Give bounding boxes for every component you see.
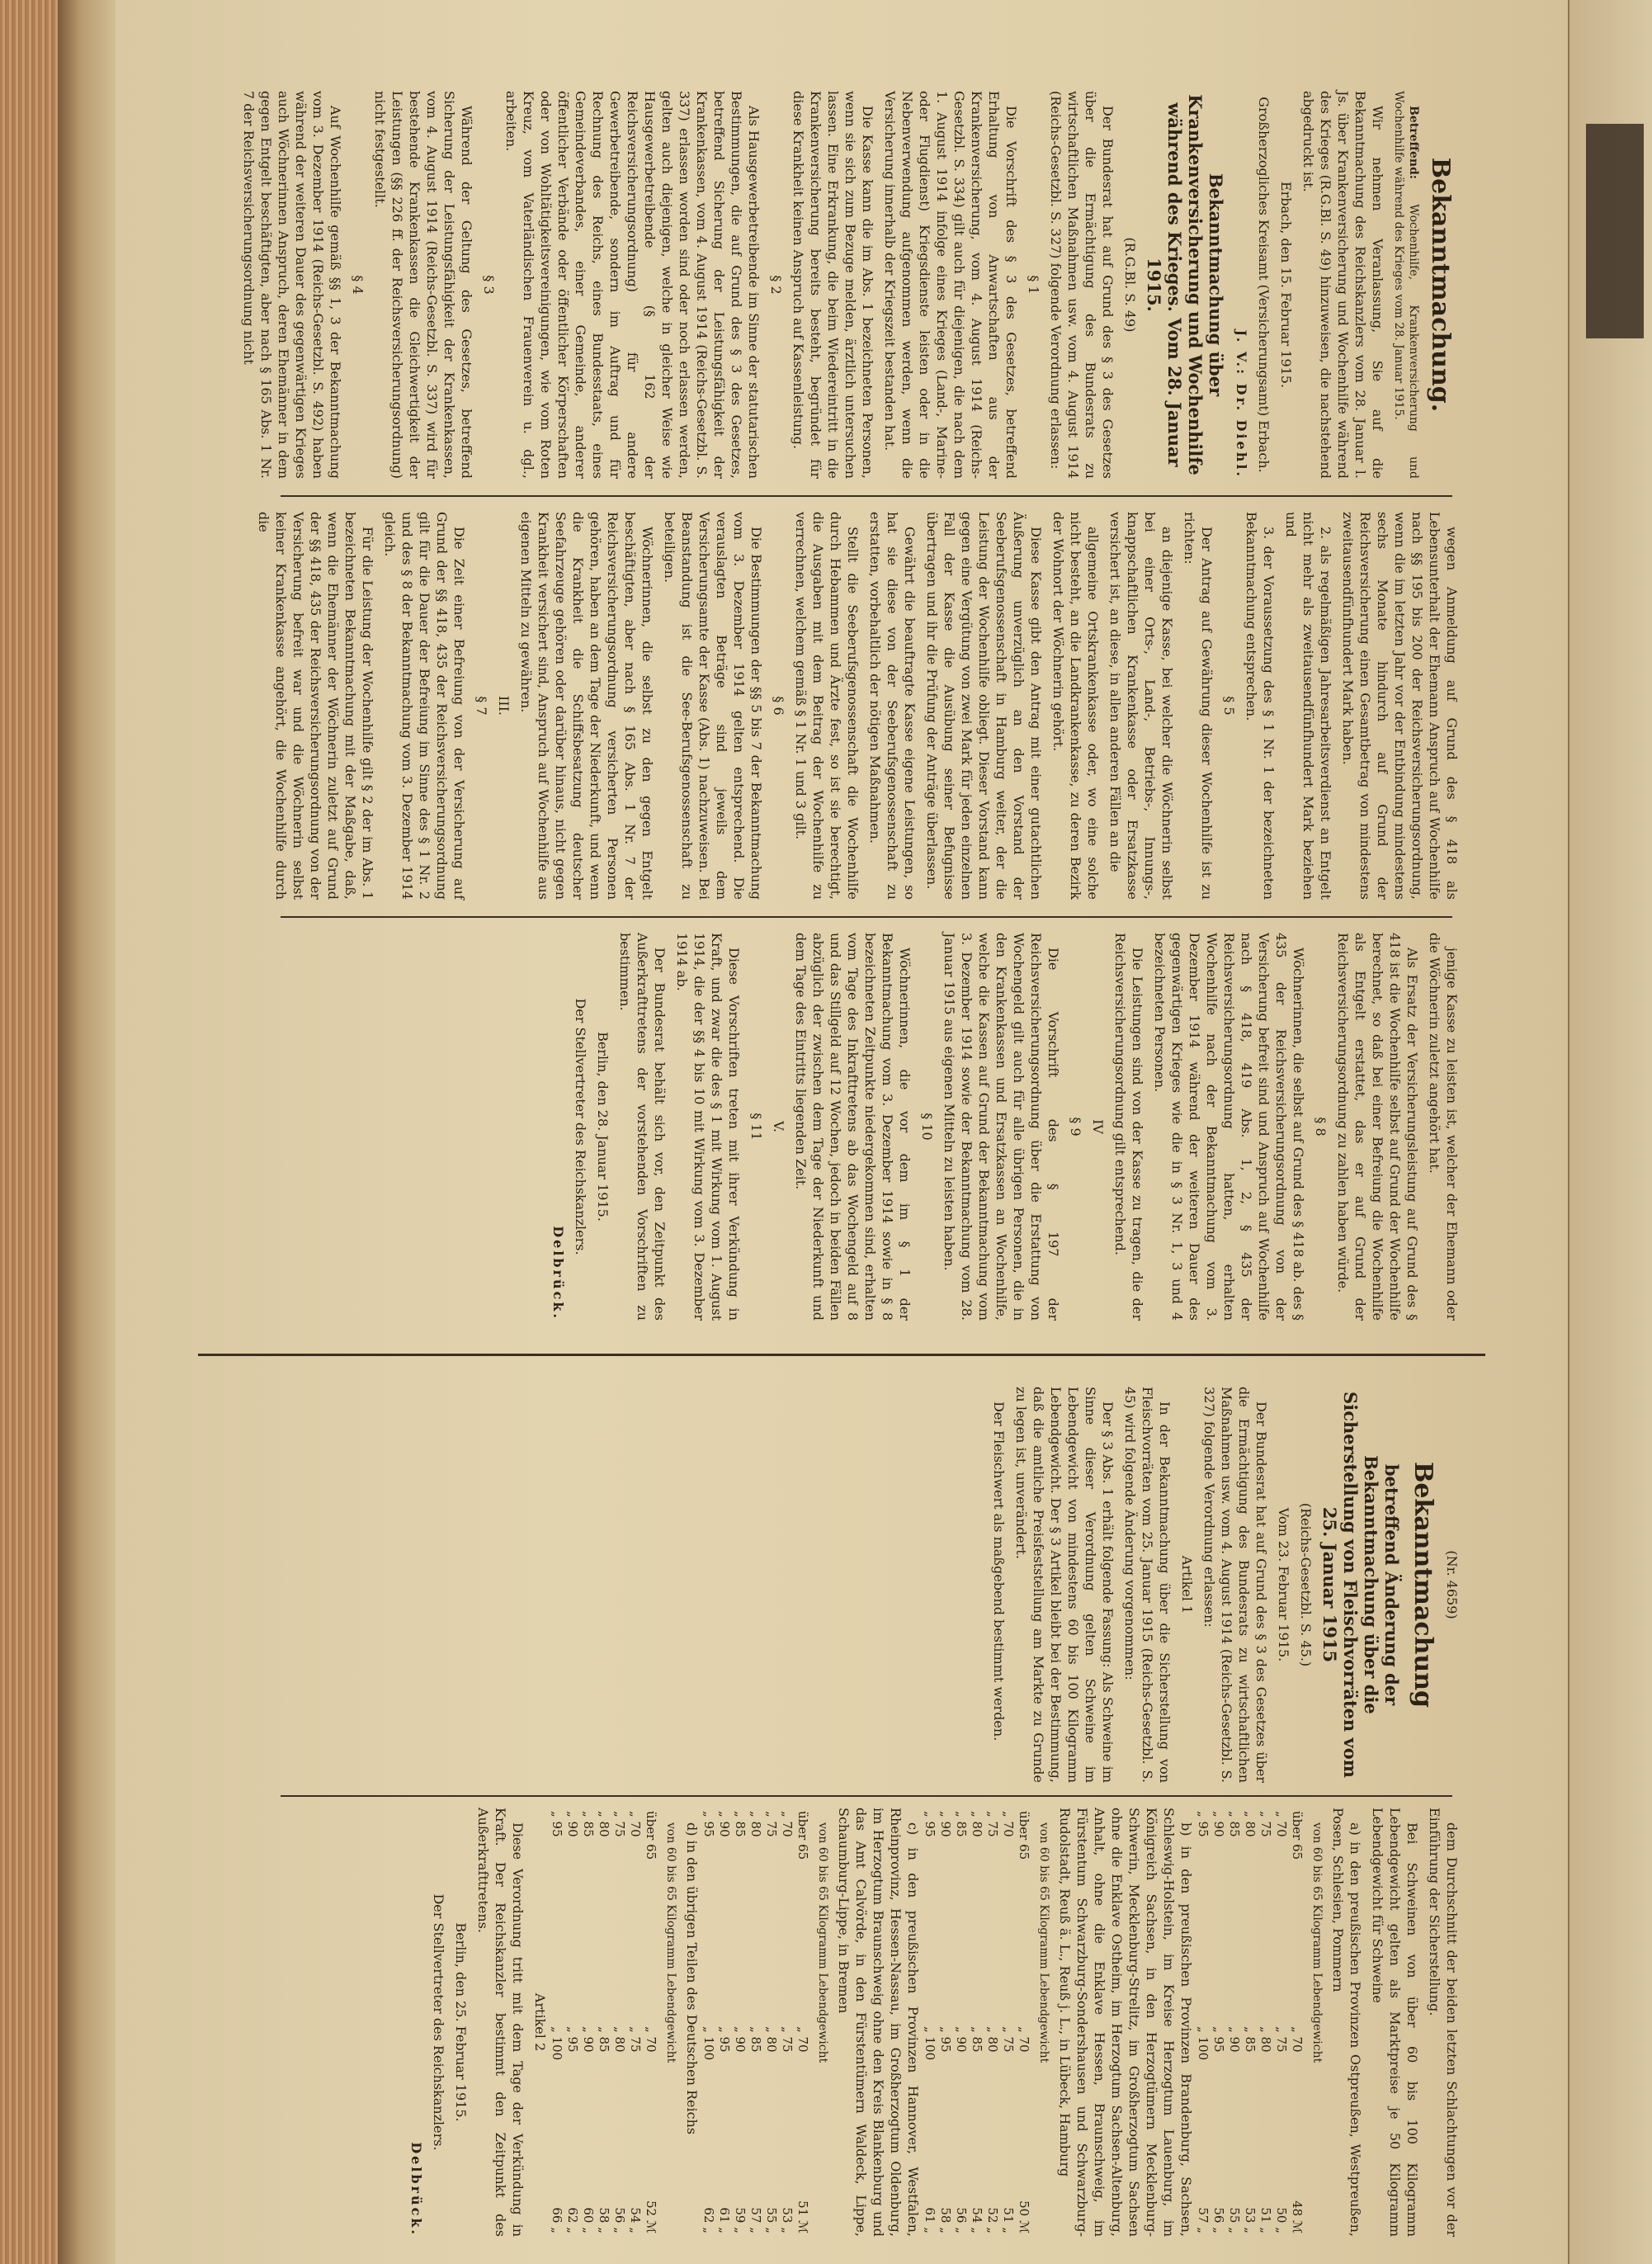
weight-cell: „ 75 <box>1274 2025 1289 2053</box>
weight-cell: „ 85 <box>581 1811 596 1837</box>
weight-cell: „ 75 <box>612 1811 627 1837</box>
paragraph: Die Kasse kann die im Abs. 1 bezeichneten Personen, wenn sie sich zum Bezuge melden, ärztlich untersuchen lassen. Eine Erkrankung, die beim Wiedereintritt in die Krankenversicherung bereits besteht, begründet für diese Krankheit keinen Anspruch auf Kassenleistung. <box>791 91 876 479</box>
paragraph: Der Bundesrat behält sich vor, den Zeitpunkt des Außerkrafttretens der vorstehenden Vorschriften zu bestimmen. <box>617 933 668 1321</box>
table-heading: von 60 bis 65 Kilogramm Lebendgewicht <box>664 1822 677 2063</box>
paragraph: Als Hausgewerbetreibende im Sinne der statutarischen Bestimmungen, die auf Grund des § 3 des Gesetzes, betreffend Sicherung der Leistungsfähigkeit der Krankenkassen, vom 4. August 1914 (Reichs-Gesetzbl. S. 337) erlassen worden sind oder noch erlassen werden, gelten auch diejenigen, welche in gleicher Weise wie Hausgewerbetreibende (§ 162 der Reichsversicherungsordnung) für andere Gewerbetreibende, sondern im Auftrag und für Rechnung des Reichs, eines Bundesstaats, eines Gemeindeverbandes, einer Gemeinde, anderer öffentlicher Verbände oder öffentlicher Körperschaften oder von Wohltätigkeitsvereinigungen, wie vom Roten Kreuz, vom Vaterländischen Frauenverein u. dgl., arbeiten. <box>503 91 762 479</box>
price-row <box>732 1808 748 2237</box>
price-row <box>1016 1808 1031 2237</box>
price-table-c <box>701 1808 810 2237</box>
price-cell: 52 ℳ <box>644 2200 658 2233</box>
paragraph: wegen Anmeldung auf Grund des § 418 als Lebensunterhalt der Ehemann Anspruch auf Wochenhilfe nach §§ 195 bis 200 der Reichsversicherungsordnung, wenn die im letzten Jahr vor der Entbindung mindestens sechs Monate hindurch auf Grund der Reichsversicherung einen Gesamtbetrag von mindestens zweitausendfünfhundert Mark haben. <box>1340 512 1460 900</box>
paragraph: Diese Verordnung tritt mit dem Tage der Verkündung in Kraft. Der Reichskanzler bestimmt den Zeitpunkt des Außerkrafttretens. <box>475 1808 526 2237</box>
section-roman: IV <box>1090 1119 1106 1134</box>
price-cell: 66 „ <box>550 2207 564 2233</box>
weight-cell: „ 80 <box>985 2025 1000 2053</box>
paragraph: jenige Kasse zu leisten ist, welcher der Ehemann oder die Wöchnerin zuletzt angehört hat. <box>1427 933 1460 1321</box>
weight-cell: „ 95 <box>565 2025 580 2053</box>
price-cell: 53 „ <box>1243 2207 1258 2233</box>
weight-cell: „ 80 <box>597 1811 611 1837</box>
paragraph: Stellt die Seeberufsgenossenschaft die Wochenhilfe durch Hebammen und Ärzte fest, so ist sie berechtigt, die Ausgaben mit dem Beitrag der Wochenhilfe zu verrechnen, welchem gemäß § 1 Nr. 1 und 3 gilt. <box>793 512 861 900</box>
section-marker: § 8 <box>1313 1117 1329 1137</box>
paragraph: Während der Geltung des Gesetzes, betreffend Sicherung der Leistungsfähigkeit der Krankenkassen, vom 4. August 1914 (Reichs-Gesetzbl. S. 337) wird für bestehende Krankenkassen die Gleichwertigkeit der Leistungen (§§ 226 ff. der Reichsversicherungsordnung) nicht festgestellt. <box>372 91 474 479</box>
price-row <box>1000 1808 1016 2237</box>
paragraph: Die Bestimmungen der §§ 5 bis 7 der Bekanntmachung vom 3. Dezember 1914 gelten entsprechend. Die verauslagten Beträge sind jeweils dem Versicherungsamte der Kasse (Abs. 1) nachzuweisen. Bei Beanstandung ist die See-Berufsgenossenschaft zu beteiligen. <box>662 512 764 900</box>
notice-heading: Bekanntmachung <box>1409 1461 1437 1708</box>
paragraph: Diese Vorschriften treten mit ihrer Verkündung in Kraft, und zwar die des § 1 mit Wirkung vom 1. August 1914, die der §§ 4 bis 10 mit Wirkung vom 3. Dezember 1914 ab. <box>674 933 742 1321</box>
paragraph: Der Bundesrat hat auf Grund des § 3 des Gesetzes über die Ermächtigung des Bundesrats zu wirtschaftlichen Maßnahmen usw. vom 4. August 1914 (Reichs-Gesetzbl. S. 327) folgende Verordnung erlassen: <box>1048 91 1116 479</box>
weight-cell: „ 70 <box>1290 2025 1305 2053</box>
column-2 <box>256 512 1461 900</box>
paragraph: Die Zeit einer Befreiung von der Versicherung auf Grund der §§ 418, 435 der Reichsversicherungsordnung gilt für die Dauer der Befreiung im Sinne des § 1 Nr. 2 und des § 8 der Bekanntmachung vom 3. Dezember 1914 gleich. <box>382 512 467 900</box>
weight-cell: über 65 <box>795 1811 810 1860</box>
price-row <box>611 1808 627 2237</box>
weight-cell: „ 90 <box>717 1811 732 1837</box>
weight-cell: „ 90 <box>733 2025 748 2053</box>
weight-cell: „ 95 <box>938 2025 953 2053</box>
price-cell: 56 „ <box>954 2207 969 2233</box>
weight-cell: über 65 <box>644 1811 658 1860</box>
price-row <box>1211 1808 1226 2237</box>
paragraph: Die Leistungen sind von der Kasse zu tragen, die der Reichsversicherungsordnung gilt entsprechend. <box>1112 933 1145 1321</box>
price-table-a <box>1195 1808 1305 2237</box>
price-row <box>1195 1808 1211 2237</box>
price-cell: 58 „ <box>597 2207 611 2233</box>
weight-cell: „ 75 <box>985 1811 1000 1837</box>
price-cell: 58 „ <box>938 2207 953 2233</box>
paragraph: Die Vorschrift des § 3 des Gesetzes, betreffend Erhaltung von Anwartschaften aus der Krankenversicherung, vom 4. August 1914 (Reichs-Gesetzbl. S. 334) gilt auch für diejenigen, die nach dem 1. August 1914 infolge eines Krieges (Land-, Marine- oder Flugdienst) Kriegsdienste leisten oder in die Nebenverwendung aufgenommen werden, wenn die Versicherung innerhalb der Kriegszeit bestanden hat. <box>882 91 1019 479</box>
weight-cell: „ 90 <box>565 1811 580 1837</box>
notice-number: (Nr. 4659) <box>1444 1550 1460 1619</box>
section-marker: § 11 <box>748 1113 764 1141</box>
weight-cell: „ 90 <box>1211 1811 1226 1837</box>
weight-cell: über 65 <box>1290 1811 1305 1860</box>
weight-cell: „ 100 <box>923 2025 937 2061</box>
price-row <box>1226 1808 1242 2237</box>
weight-cell: „ 80 <box>1258 2025 1273 2053</box>
price-group-d: d) in den übrigen Teilen des Deutschen Reichs <box>684 1822 700 2135</box>
price-row <box>1273 1808 1289 2237</box>
adjacent-page-headline-fragment <box>1586 124 1644 338</box>
weight-cell: „ 70 <box>795 2025 810 2053</box>
weight-cell: „ 90 <box>954 2025 969 2053</box>
weight-cell: „ 100 <box>701 2025 716 2061</box>
price-cell: 51 „ <box>1001 2207 1016 2233</box>
section-marker: § 3 <box>481 275 497 295</box>
section-marker: § 9 <box>1068 1117 1083 1137</box>
price-cell: 52 „ <box>985 2207 1000 2233</box>
weight-cell: „ 75 <box>628 2025 643 2053</box>
weight-cell: „ 70 <box>1274 1811 1289 1837</box>
price-cell: 53 „ <box>780 2207 795 2233</box>
weight-cell: „ 75 <box>1001 2025 1016 2053</box>
notice-heading: Bekanntmachung. <box>1426 157 1455 413</box>
weight-cell: „ 80 <box>764 2025 779 2053</box>
price-row <box>1258 1808 1273 2237</box>
price-row <box>937 1808 953 2237</box>
binding-gutter <box>58 0 116 2264</box>
price-cell: 55 „ <box>764 2207 779 2233</box>
price-row <box>596 1808 611 2237</box>
price-cell: 57 „ <box>1196 2207 1211 2233</box>
column-3 <box>272 933 1461 1321</box>
price-row <box>984 1808 1000 2237</box>
ordinance-date: Vom 23. Februar 1915. <box>1276 1507 1291 1662</box>
weight-cell: „ 70 <box>628 1811 643 1837</box>
section-marker: § 6 <box>771 696 786 716</box>
citation: (R.G.Bl. S. 49) <box>1122 237 1138 333</box>
weight-cell: „ 85 <box>954 1811 969 1837</box>
paragraph: allgemeine Ortskrankenkasse oder, wo eine solche nicht besteht, an die Landkrankenkasse, zu deren Bezirk der Wohnort der Wöchnerin gehört. <box>1050 512 1101 900</box>
paragraph: 3. der Voraussetzung des § 1 Nr. 1 der bezeichneten Bekanntmachung entsprechen. <box>1244 512 1277 900</box>
paragraph: Wöchnerinnen, die selbst zu den gegen Entgelt beschäftigten, aber nach § 165 Abs. 1 Nr. 7 der Reichsversicherungsordnung versicherten Personen gehören, haben an dem Tage der Niederkunft, und wenn die Krankheit die Schiffsbesatzung deutscher Seefahrzeuge gehören oder darüber hinaus, nicht gegen Krankheit versichert sind, Anspruch auf Wochenhilfe aus eigenen Mitteln zu gewähren. <box>518 512 655 900</box>
weight-cell: „ 70 <box>780 1811 795 1837</box>
section-roman: III. <box>496 695 512 716</box>
price-table-d <box>549 1808 658 2237</box>
weight-cell: „ 90 <box>938 1811 953 1837</box>
weight-cell: „ 95 <box>1211 2025 1226 2053</box>
citation: (Reichs-Gesetzbl. S. 45.) <box>1298 1502 1314 1667</box>
price-row <box>922 1808 937 2237</box>
price-row <box>969 1808 984 2237</box>
weight-cell: „ 85 <box>1243 2025 1258 2053</box>
lower-section <box>116 1370 1568 2264</box>
section-marker: § 5 <box>1221 696 1237 716</box>
price-row <box>580 1808 596 2237</box>
weight-cell: „ 95 <box>717 2025 732 2053</box>
price-row <box>1242 1808 1258 2237</box>
price-group-c: c) in den preußischen Provinzen Hannover, Westfalen, Rheinprovinz, Hessen-Nassau, im Großherzogtum Oldenburg, im Herzogtum Braunschweig ohne den Kreis Blankenburg und das Amt Calvörde, in den Fürstentümern Waldeck, Lippe, Schaumburg-Lippe, in Bremen <box>836 1808 921 2237</box>
price-cell: 59 „ <box>733 2207 748 2233</box>
section-marker: § 4 <box>350 275 366 295</box>
weight-cell: über 65 <box>1017 1811 1031 1860</box>
price-row <box>549 1808 564 2237</box>
rotated-page-content <box>116 0 1568 2264</box>
adjacent-page-edge <box>1568 0 1652 2264</box>
price-row <box>779 1808 795 2237</box>
issuing-office: Der Stellvertreter des Reichskanzlers. <box>431 1893 446 2151</box>
weight-cell: „ 70 <box>644 2025 658 2053</box>
paragraph: Wöchnerinnen, die selbst auf Grund des § 418 ab. des § 435 der Reichsversicherungsordnung von der Versicherung befreit sind und Anspruch auf Wochenhilfe nach § 418, 419 Abs. 1, 2, § 435 der Reichsversicherungsordnung hatten, erhalten Wochenhilfe nach der Bekanntmachung vom 3. Dezember 1914 während der weiteren Dauer des gegenwärtigen Krieges wie die in § 3 Nr. 1, 3 und 4 bezeichneten Personen. <box>1152 933 1306 1321</box>
section-marker: § 2 <box>768 275 784 295</box>
section-divider <box>198 1354 1485 1356</box>
price-cell: 48 ℳ <box>1290 2200 1305 2233</box>
section-marker: § 7 <box>474 696 489 716</box>
ordinance-title: betreffend Änderung der Bekanntmachung über die Sicherstellung von Fleischvorräten vom 25. Januar 1915 <box>1319 1392 1402 1778</box>
section-marker: § 1 <box>1026 275 1041 295</box>
column-rule <box>281 495 1452 497</box>
subject-label: Betreffend: <box>1407 106 1420 180</box>
price-table-b <box>922 1808 1031 2237</box>
table-heading: von 60 bis 65 Kilogramm Lebendgewicht <box>1310 1822 1324 2063</box>
signature: Delbrück. <box>408 2142 424 2237</box>
table-heading: von 60 bis 65 Kilogramm Lebendgewicht <box>1037 1822 1050 2063</box>
ordinance-title: Bekanntmachung über Krankenversicherung und Wochenhilfe während des Krieges. Vom 28. Januar 1915. <box>1144 94 1226 475</box>
weight-cell: „ 75 <box>1258 1811 1273 1837</box>
issuing-office: Der Stellvertreter des Reichskanzlers. <box>573 998 588 1255</box>
price-cell: 56 „ <box>1211 2207 1226 2233</box>
paragraph: Der Fleischwert als maßgebend bestimmt werden. <box>991 1401 1007 1742</box>
weight-cell: „ 95 <box>923 1811 937 1837</box>
price-row <box>953 1808 969 2237</box>
subject-text: Wochenhilfe, Krankenversicherung und Wochenhilfe während des Krieges vom 28. Januar 1915. <box>1392 91 1420 479</box>
price-row <box>1289 1808 1305 2237</box>
price-group-a: a) in den preußischen Provinzen Ostpreußen, Westpreußen, Posen, Schlesien, Pommern <box>1330 1808 1363 2237</box>
column-rule <box>281 916 1452 918</box>
paragraph: Der § 3 Abs. 1 erhält folgende Fassung: Als Schweine im Sinne dieser Verordnung gelten Schweine im Lebendgewicht von mindestens 60 bis 100 Kilogramm Lebendgewicht. Der § 3 Artikel bleibt bei der Bestimmung, daß die amtliche Preisfeststellung am Markte zu Grunde zu legen ist, unverändert. <box>1013 1387 1116 1783</box>
table-heading: von 60 bis 65 Kilogramm Lebendgewicht <box>816 1822 829 2063</box>
section-roman: V. <box>771 1121 786 1132</box>
price-cell: 60 „ <box>581 2207 596 2233</box>
place-date: Erbach, den 15. Februar 1915. <box>1278 181 1294 389</box>
weight-cell: „ 90 <box>1227 2025 1242 2053</box>
price-cell: 51 „ <box>1258 2207 1273 2233</box>
paragraph: Bei Schweinen von über 60 bis 100 Kilogramm Lebendgewicht gelten als Marktpreise je 50 Kilogramm Lebendgewicht für Schweine <box>1370 1808 1420 2237</box>
weight-cell: „ 70 <box>1017 2025 1031 2053</box>
price-row <box>748 1808 763 2237</box>
price-cell: 50 ℳ <box>1017 2200 1031 2233</box>
price-group-b: b) in den preußischen Provinzen Brandenburg, Sachsen, Schleswig-Holstein, im Kreise Herzogtum Lauenburg, im Königreich Sachsen, in den Herzogtümern Mecklenburg-Schwerin, Mecklenburg-Strelitz, im Großherzogtum Sachsen ohne die Enklave Ostheim, im Herzogtum Sachsen-Altenburg, Anhalt, ohne die Enklave Hessen, Braunschweig, im Fürstentum Schwarzburg-Sondershausen und Schwarzburg-Rudolstadt, Reuß ä. L., Reuß j. L., in Lübeck, Hamburg <box>1057 1808 1194 2237</box>
weight-cell: „ 80 <box>748 1811 763 1837</box>
signature: J. V.: Dr. Diehl. <box>1234 329 1249 479</box>
price-row <box>627 1808 643 2237</box>
volume-page-edges <box>0 0 58 2264</box>
column-5 <box>272 1808 1461 2237</box>
price-cell: 56 „ <box>612 2207 627 2233</box>
price-row <box>795 1808 810 2237</box>
place-date: Berlin, den 28. Januar 1915. <box>595 1032 611 1222</box>
weight-cell: „ 95 <box>1196 1811 1211 1837</box>
issuing-office: Großherzogliches Kreisamt (Versicherungsamt) Erbach. <box>1256 97 1272 473</box>
upper-section <box>116 0 1568 1477</box>
notice-subject <box>1391 91 1421 479</box>
column-1 <box>241 91 1461 479</box>
weight-cell: „ 85 <box>597 2025 611 2053</box>
weight-cell: „ 85 <box>1227 1811 1242 1837</box>
weight-cell: „ 100 <box>550 2025 564 2061</box>
weight-cell: „ 85 <box>748 2025 763 2053</box>
paragraph: an diejenige Kasse, bei welcher die Wöchnerin selbst bei einer Orts-, Land-, Betriebs-, Innungs-, knappschaftlichen Krankenkasse oder Ersatzkasse versichert ist, an diese, in allen anderen Fällen an die <box>1107 512 1175 900</box>
paragraph: In der Bekanntmachung über die Sicherstellung von Fleischvorräten vom 25. Januar 1915 (Reichs-Gesetzbl. S. 45) wird folgende Änderung vorgenommen: <box>1122 1387 1173 1783</box>
paragraph: Wir nehmen Veranlassung, Sie auf die Bekanntmachung des Reichskanzlers vom 28. Januar l. Js. über Krankenversicherung und Wochenhilfe während des Krieges (R.G.Bl. S. 49) hinzuweisen, die nachstehend abgedruckt ist. <box>1300 91 1385 479</box>
paragraph: dem Durchschnitt der beiden letzten Schlachtungen vor der Einführung der Sicherstellung. <box>1427 1808 1460 2237</box>
price-cell: 50 „ <box>1274 2207 1289 2233</box>
paragraph: Auf Wochenhilfe gemäß §§ 1, 3 der Bekanntmachung vom 3. Dezember 1914 (Reichs-Gesetzbl. S. 492) haben während der weiteren Dauer des gegenwärtigen Krieges auch Wöchnerinnen Anspruch, deren Ehemänner in dem gegen Entgelt beschäftigten, aber nach § 165 Abs. 1 Nr. 7 der Reichsversicherungsordnung nicht <box>241 91 343 479</box>
price-cell: 55 „ <box>1227 2207 1242 2233</box>
article-marker: Artikel 1 <box>1179 1555 1195 1614</box>
weight-cell: „ 90 <box>581 2025 596 2053</box>
paragraph: Der Antrag auf Gewährung dieser Wochenhilfe ist zu richten: <box>1182 512 1215 900</box>
article-marker: Artikel 2 <box>532 1992 548 2052</box>
paragraph: Für die Leistung der Wochenhilfe gilt § 2 der im Abs. 1 bezeichneten Bekanntmachung mit der Maßgabe, daß, wenn die Ehemänner der Wöchnerin zuletzt auf Grund der §§ 418, 435 der Reichsversicherungsordnung von der Versicherung befreit war und die Wöchnerin selbst keiner Krankenkasse angehört, die Wochenhilfe durch die <box>256 512 375 900</box>
price-cell: 62 „ <box>565 2207 580 2233</box>
price-row <box>763 1808 779 2237</box>
weight-cell: „ 100 <box>1196 2025 1211 2061</box>
weight-cell: „ 95 <box>550 1811 564 1837</box>
price-cell: 54 „ <box>970 2207 984 2233</box>
section-marker: § 10 <box>919 1113 935 1141</box>
price-row <box>564 1808 580 2237</box>
place-date: Berlin, den 25. Februar 1915. <box>453 1922 469 2122</box>
weight-cell: „ 85 <box>970 2025 984 2053</box>
price-cell: 54 „ <box>628 2207 643 2233</box>
paragraph: Als Ersatz der Versicherungsleistung auf Grund des § 418 ist die Wochenhilfe selbst auf Grund der Wochenhilfe berechnet, so daß bei einer Befreiung die Wochenhilfe als Entgelt erstattet, das er auf Grund der Reichsversicherungsordnung zu zahlen haben würde. <box>1335 933 1420 1321</box>
column-4 <box>272 1387 1461 1783</box>
paragraph: Wöchnerinnen, die vor dem im § 1 der Bekanntmachung vom 3. Dezember 1914 sowie in § 8 bezeichneten Zeitpunkte niedergekommen sind, erhalten vom Tage des Inkrafttretens ab das Wochengeld auf 8 und das Stillgeld auf 12 Wochen, jedoch in beiden Fällen abzüglich der zwischen dem Tage der Niederkunft und dem Tage des Eintritts liegenden Zeit. <box>793 933 913 1321</box>
weight-cell: „ 95 <box>701 1811 716 1837</box>
price-row <box>643 1808 658 2237</box>
weight-cell: „ 85 <box>733 1811 748 1837</box>
price-cell: 51 ℳ <box>795 2200 810 2233</box>
weight-cell: „ 80 <box>612 2025 627 2053</box>
price-row <box>716 1808 732 2237</box>
weight-cell: „ 75 <box>780 2025 795 2053</box>
paragraph: Gewährt die beauftragte Kasse eigene Leistungen, so hat sie diese von der Seeberufsgenossenschaft zu erstatten, vorbehaltlich der nötigen Maßnahmen. <box>867 512 918 900</box>
weight-cell: „ 80 <box>1243 1811 1258 1837</box>
signature: Delbrück. <box>550 1226 566 1321</box>
paragraph: Der Bundesrat hat auf Grund des § 3 des Gesetzes über die Ermächtigung des Bundesrats zu wirtschaftlichen Maßnahmen usw. vom 4. August 1914 (Reichs-Gesetzbl. S. 327) folgende Verordnung erlassen: <box>1201 1387 1269 1783</box>
price-cell: 62 „ <box>701 2207 716 2233</box>
price-cell: 57 „ <box>748 2207 763 2233</box>
weight-cell: „ 75 <box>764 1811 779 1837</box>
weight-cell: „ 80 <box>970 1811 984 1837</box>
paragraph: Diese Kasse gibt den Antrag mit einer gutachtlichen Äußerung unverzüglich an den Vorstand der Seeberufsgenossenschaft in Hamburg weiter, der die Leistung der Wochenhilfe obliegt. Dieser Vorstand kann gegen eine Vergütung von zwei Mark für jeden einzelnen Fall der Kasse die Ausübung seiner Befugnisse übertragen und ihr die Prüfung der Anträge überlassen. <box>924 512 1044 900</box>
column-rule <box>281 1795 1452 1797</box>
paragraph: Die Vorschrift des § 197 der Reichsversicherungsordnung über die Erstattung von Wochengeld gilt auch für alle übrigen Personen, die in den Krankenkassen und Ersatzkassen an Wochenhilfe, welche die Kassen auf Grund der Bekanntmachung vom 3. Dezember 1914 sowie der Bekanntmachung vom 28. Januar 1915 aus eigenen Mitteln zu leisten haben. <box>942 933 1061 1321</box>
paragraph: 2. als regelmäßigen Jahresarbeitsverdienst an Entgelt nicht mehr als zweitausendfünfhundert Mark beziehen und <box>1283 512 1333 900</box>
weight-cell: „ 70 <box>1001 1811 1016 1837</box>
price-cell: 61 „ <box>923 2207 937 2233</box>
price-cell: 61 „ <box>717 2207 732 2233</box>
price-row <box>701 1808 716 2237</box>
